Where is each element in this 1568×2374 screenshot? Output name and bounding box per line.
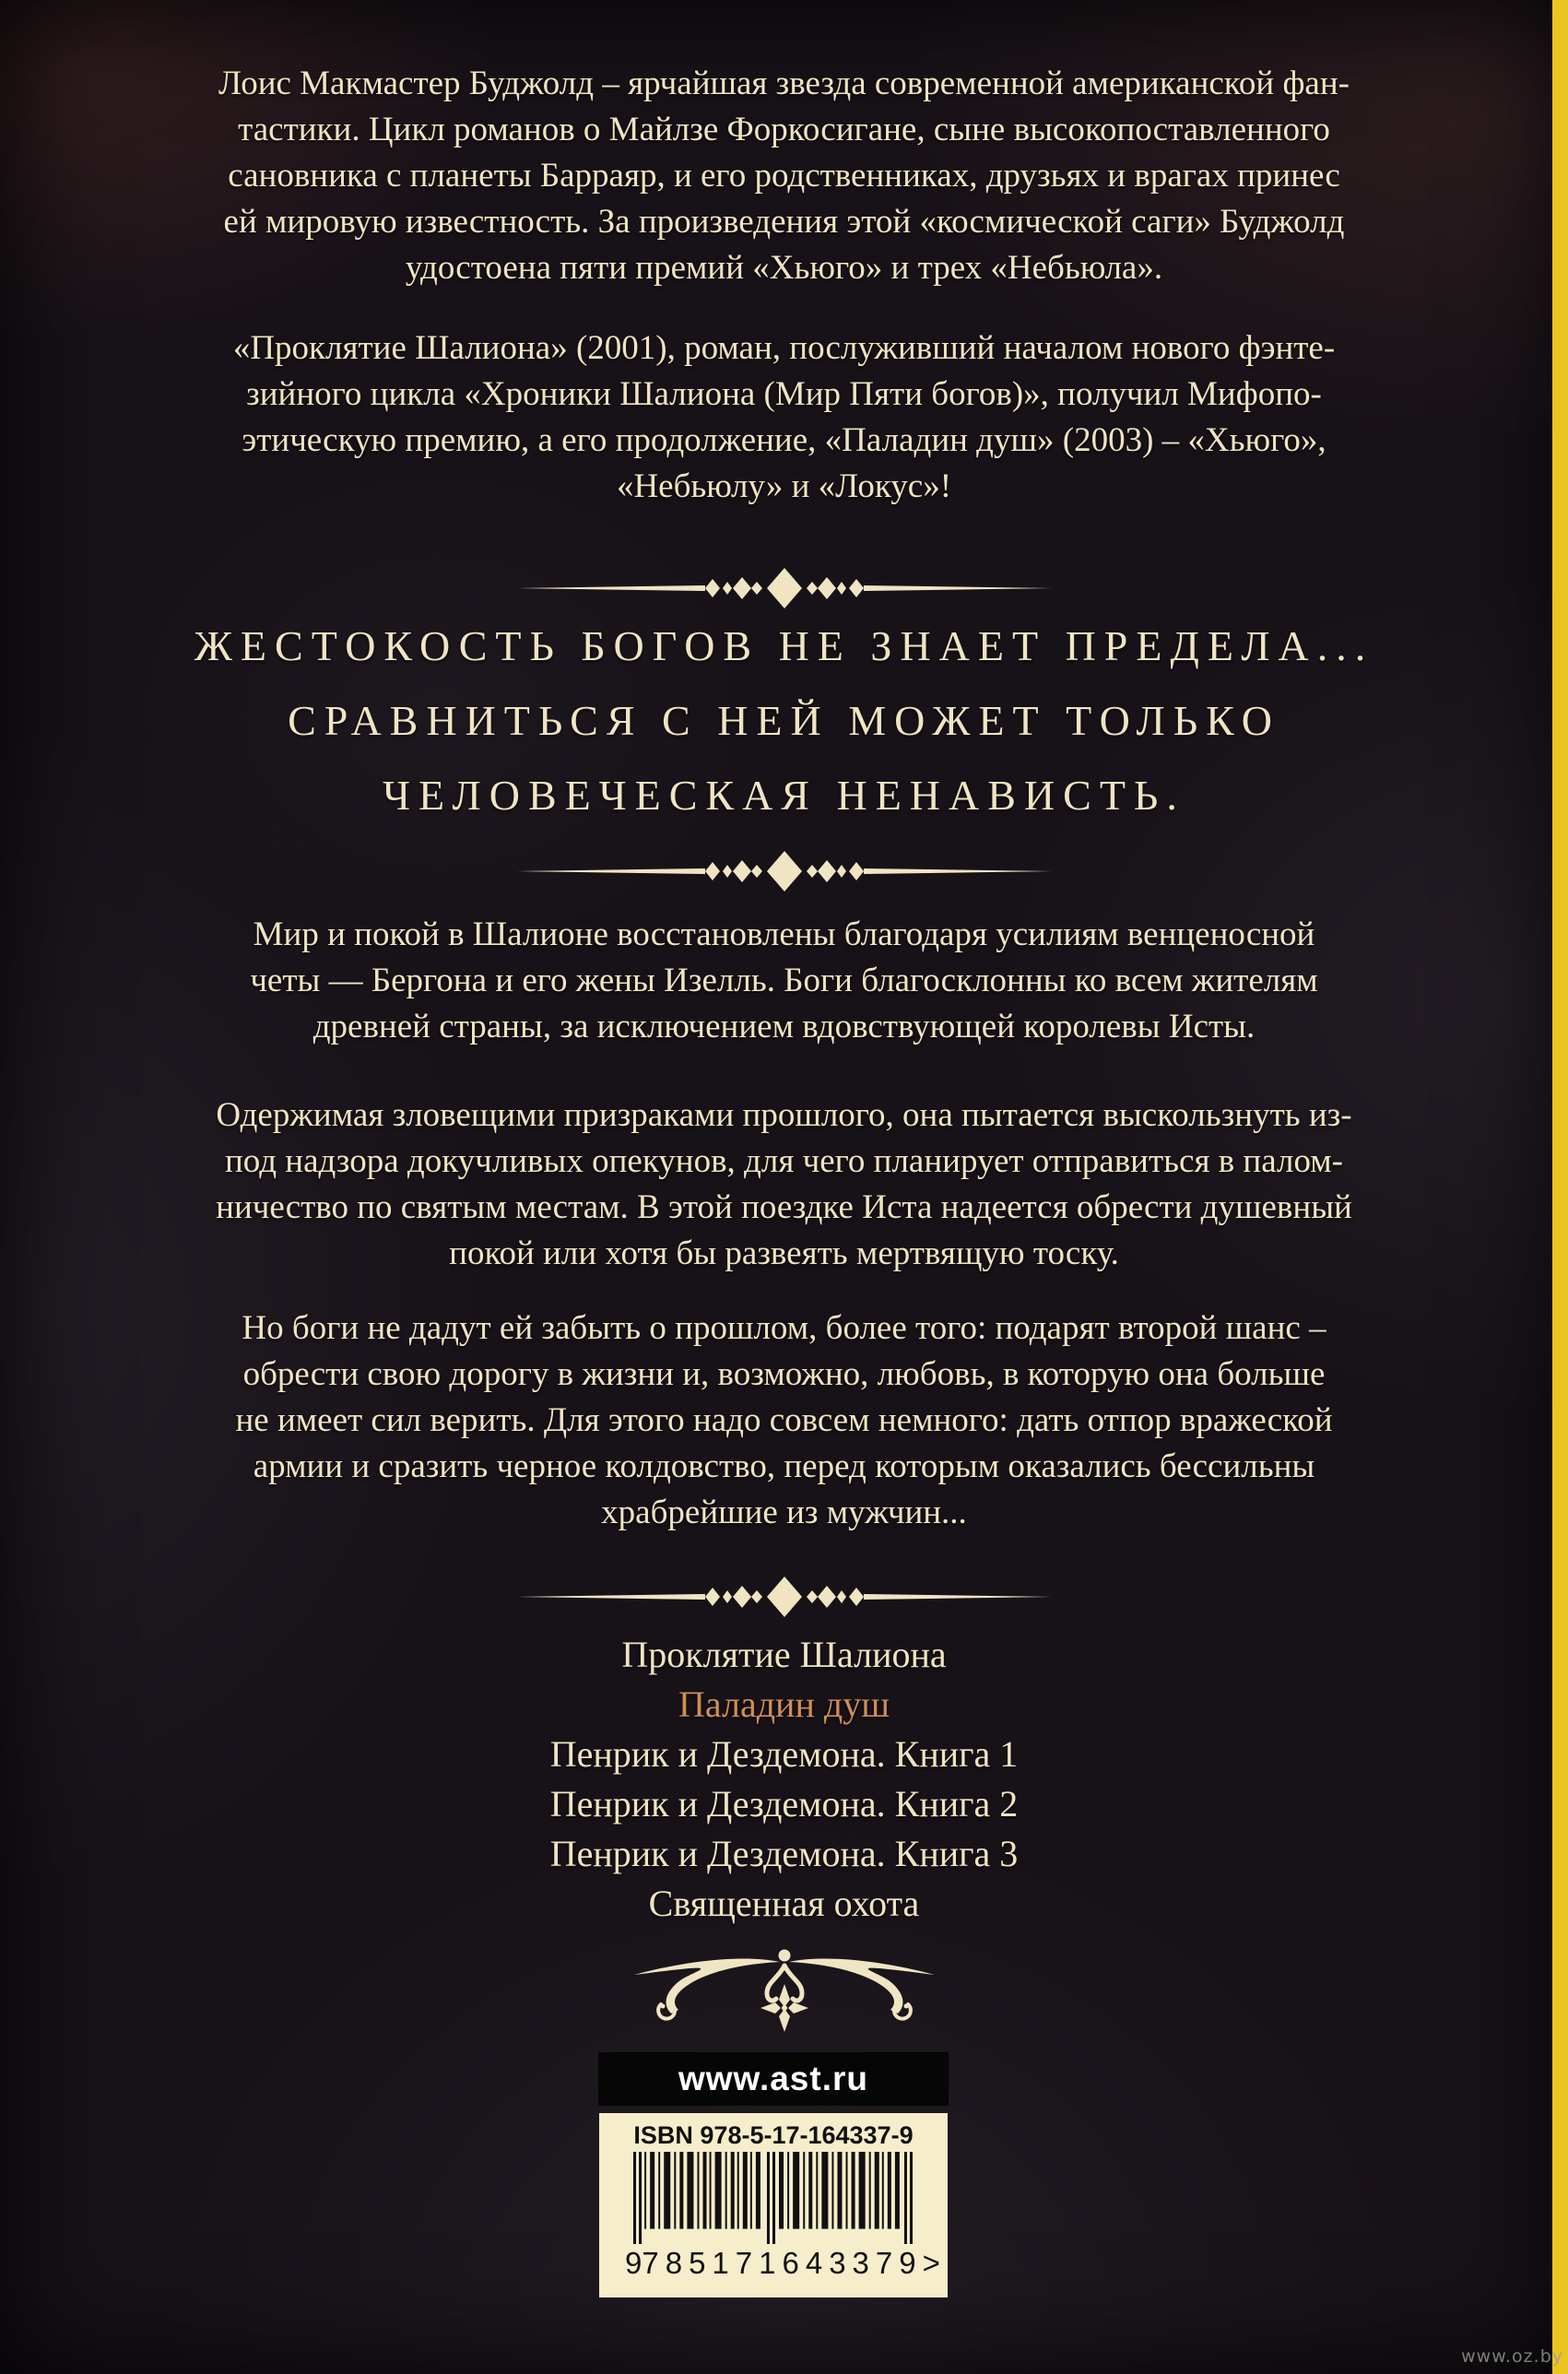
text-line: Мир и покой в Шалионе восстановлены благодаря усилиям венценосной <box>253 915 1315 953</box>
tagline-line: СРАВНИТЬСЯ С НЕЙ МОЖЕТ ТОЛЬКО <box>288 697 1280 744</box>
isbn-barcode-box <box>599 2113 948 2297</box>
text-line: армии и сразить черное колдовство, перед которым оказались бессильны <box>253 1447 1315 1485</box>
text-line: ничество по святым местам. В этой поездке Иста надеется обрести душевный <box>216 1188 1352 1226</box>
text-line: «Проклятие Шалиона» (2001), роман, послуживший началом нового фэнте- <box>232 329 1336 367</box>
text-line: сановника с планеты Барраяр, и его родственниках, друзьях и врагах принес <box>228 157 1340 195</box>
text-line: «Небьюлу» и «Локус»! <box>616 467 952 505</box>
series-item: Проклятие Шалиона <box>621 1634 947 1675</box>
text-line: тастики. Цикл романов о Майлзе Форкосигане, сыне высокопоставленного <box>238 111 1330 148</box>
text-line: Одержимая зловещими призраками прошлого, она пытается выскользнуть из- <box>216 1096 1352 1134</box>
text-line: покой или хотя бы развеять мертвящую тоску. <box>449 1234 1119 1272</box>
ean13-barcode <box>633 2152 914 2244</box>
diamond-divider <box>517 568 1052 608</box>
text-line: ей мировую известность. За произведения этой «космической саги» Буджолд <box>223 203 1345 241</box>
tagline-line: ЧЕЛОВЕЧЕСКАЯ НЕНАВИСТЬ. <box>383 772 1185 819</box>
text-line: четы — Бергона и его жены Изелль. Боги благосклонны ко всем жителям <box>250 962 1318 999</box>
series-item: Пенрик и Дездемона. Книга 1 <box>549 1733 1019 1775</box>
barcode-group-1: 785171 <box>642 2246 783 2280</box>
isbn-number: ISBN 978-5-17-164337-9 <box>633 2121 914 2149</box>
barcode-first-digit: 9 <box>625 2246 643 2280</box>
flourish-ornament-icon <box>632 1947 937 2034</box>
tagline-line: ЖЕСТОКОСТЬ БОГОВ НЕ ЗНАЕТ ПРЕДЕЛА... <box>194 622 1374 669</box>
tagline <box>0 608 1568 833</box>
text-line: Лоис Макмастер Буджолд – ярчайшая звезда современной американской фан- <box>218 65 1350 102</box>
text-line: зийного цикла «Хроники Шалиона (Мир Пяти богов)», получил Мифопо- <box>246 375 1322 413</box>
publisher-website-box <box>598 2052 949 2106</box>
text-line: не имеет сил верить. Для этого надо совсем немного: дать отпор вражеской <box>235 1401 1333 1439</box>
series-item-current: Паладин душ <box>678 1683 890 1725</box>
text-line: обрести свою дорогу в жизни и, возможно, любовь, в которую она больше <box>242 1355 1326 1393</box>
barcode-arrow: > <box>922 2246 940 2280</box>
award-blurb <box>0 325 1568 510</box>
barcode-group-2: 643379 <box>782 2246 923 2280</box>
author-blurb <box>0 61 1568 291</box>
diamond-divider <box>517 851 1052 892</box>
yellow-edge-stripe <box>1552 0 1568 2374</box>
series-item: Священная охота <box>648 1883 920 1924</box>
diamond-divider <box>517 1577 1052 1617</box>
synopsis-paragraph-1 <box>0 912 1568 1050</box>
publisher-url: www.ast.ru <box>678 2060 868 2097</box>
synopsis-paragraph-3 <box>0 1305 1568 1536</box>
barcode-digits <box>625 2246 940 2281</box>
text-line: древней страны, за исключением вдовствующей королевы Исты. <box>312 1008 1256 1045</box>
text-line: храбрейшие из мужчин... <box>601 1494 967 1531</box>
watermark: www.oz.by <box>1461 2346 1563 2367</box>
series-item: Пенрик и Дездемона. Книга 3 <box>549 1833 1019 1874</box>
text-line: Но боги не дадут ей забыть о прошлом, более того: подарят второй шанс – <box>242 1309 1326 1347</box>
text-line: удостоена пяти премий «Хьюго» и трех «Небьюла». <box>405 249 1163 287</box>
series-list <box>0 1630 1568 1929</box>
text-line: под надзора докучливых опекунов, для чего планирует отправиться в палом- <box>225 1142 1343 1180</box>
text-line: этическую премию, а его продолжение, «Паладин душ» (2003) – «Хьюго», <box>242 421 1326 459</box>
series-item: Пенрик и Дездемона. Книга 2 <box>549 1783 1019 1825</box>
synopsis-paragraph-2 <box>0 1093 1568 1277</box>
